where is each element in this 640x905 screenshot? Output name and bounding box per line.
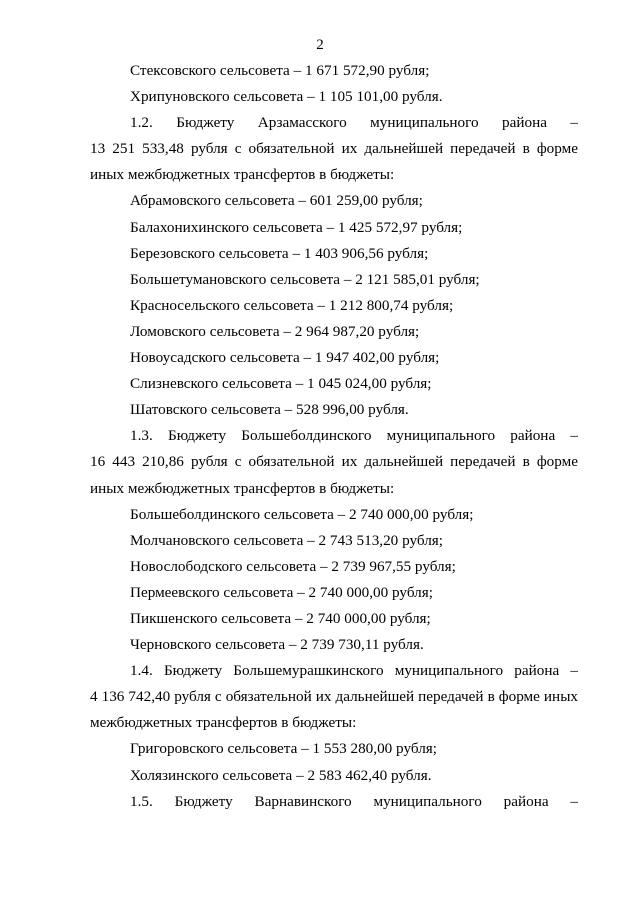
list-item: Пермеевского сельсовета – 2 740 000,00 рубля; xyxy=(130,583,433,601)
text-line: иных межбюджетных трансфертов в бюджеты: xyxy=(90,479,395,497)
text-line: Стексовского сельсовета – 1 671 572,90 рубля; xyxy=(130,62,430,79)
list-item: Большеболдинского сельсовета – 2 740 000,00 рубля; xyxy=(130,505,474,523)
list-item: Новоусадского сельсовета – 1 947 402,00 рубля; xyxy=(130,349,440,367)
list-item: Красносельского сельсовета – 1 212 800,74 рубля; xyxy=(130,296,454,314)
list-item: Березовского сельсовета – 1 403 906,56 рубля; xyxy=(130,244,429,262)
list-item: Молчановского сельсовета – 2 743 513,20 рубля; xyxy=(130,531,443,549)
list-item: Черновского сельсовета – 2 739 730,11 рубля. xyxy=(130,636,424,654)
list-item: Пикшенского сельсовета – 2 740 000,00 рубля; xyxy=(130,609,431,627)
list-item: Абрамовского сельсовета – 601 259,00 рубля; xyxy=(130,192,423,210)
paragraph-heading-line: 1.4. Бюджету Большемурашкинского муниципального района – xyxy=(130,662,578,680)
list-item: Большетумановского сельсовета – 2 121 585,01 рубля; xyxy=(130,270,480,288)
page-number: 2 xyxy=(316,37,324,53)
paragraph-heading-line: 1.3. Бюджету Большеболдинского муниципального района – xyxy=(130,427,578,445)
list-item: Слизневского сельсовета – 1 045 024,00 рубля; xyxy=(130,375,432,393)
text-line: межбюджетных трансфертов в бюджеты: xyxy=(90,714,357,732)
text-line: Хрипуновского сельсовета – 1 105 101,00 рубля. xyxy=(130,88,443,106)
text-line: 4 136 742,40 рубля с обязательной их дальнейшей передачей в форме иных xyxy=(90,688,578,706)
list-item: Балахонихинского сельсовета – 1 425 572,97 рубля; xyxy=(130,218,463,236)
document-body xyxy=(90,58,578,815)
list-item: Григоровского сельсовета – 1 553 280,00 рубля; xyxy=(130,740,437,758)
list-item: Шатовского сельсовета – 528 996,00 рубля. xyxy=(130,401,409,419)
list-item: Холязинского сельсовета – 2 583 462,40 рубля. xyxy=(130,766,432,784)
paragraph-heading-line: 1.2. Бюджету Арзамасского муниципального района – xyxy=(130,114,578,132)
text-line: 16 443 210,86 рубля с обязательной их дальнейшей передачей в форме xyxy=(90,453,578,471)
text-line: иных межбюджетных трансфертов в бюджеты: xyxy=(90,166,395,184)
list-item: Ломовского сельсовета – 2 964 987,20 рубля; xyxy=(130,322,420,340)
text-line: 13 251 533,48 рубля с обязательной их дальнейшей передачей в форме xyxy=(90,140,578,158)
list-item: Новослободского сельсовета – 2 739 967,55 рубля; xyxy=(130,557,456,575)
paragraph-heading-line: 1.5. Бюджету Варнавинского муниципального района – xyxy=(130,792,578,810)
